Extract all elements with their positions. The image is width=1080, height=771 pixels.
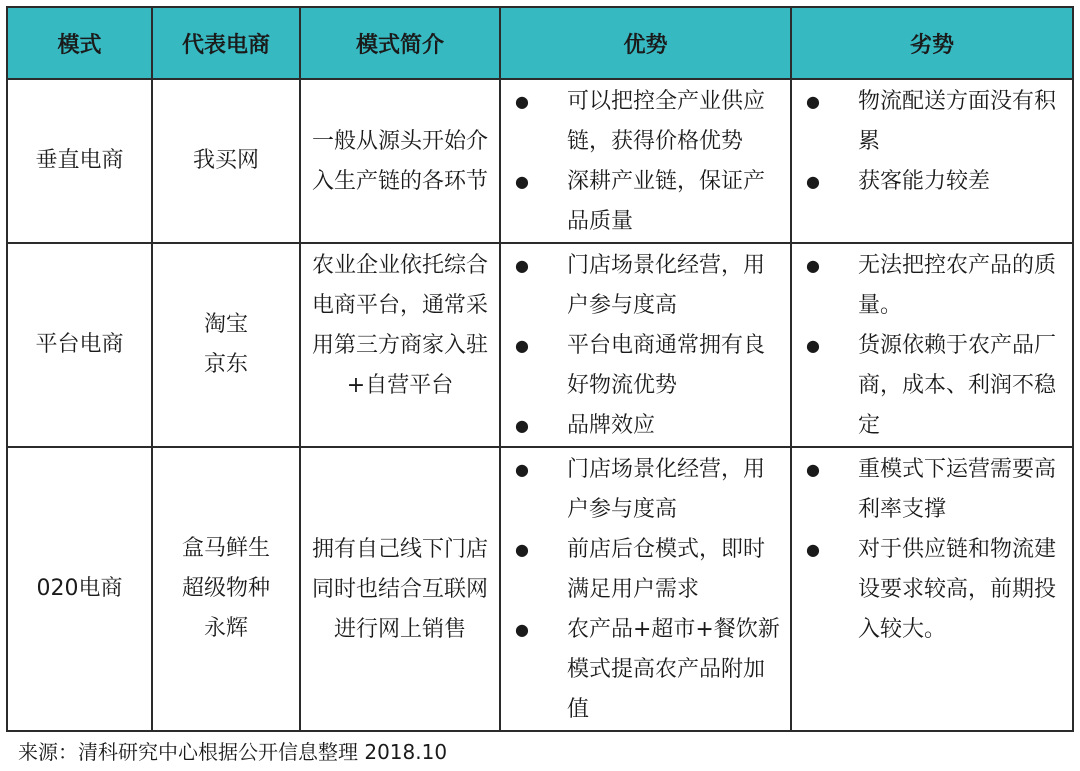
- examples-cell: [152, 79, 300, 243]
- header-intro: 模式简介: [300, 7, 500, 79]
- advantage-item: ● 深耕产业链，保证产品质量: [509, 162, 782, 242]
- advantage-item: ● 门店场景化经营，用户参与度高: [509, 450, 782, 530]
- advantage-item: ● 农产品+超市+餐饮新模式提高农产品附加值: [509, 610, 782, 730]
- disadvantage-item: ● 货源依赖于农产品厂商，成本、利润不稳定: [800, 326, 1064, 446]
- disadvantages-cell: [791, 447, 1073, 731]
- header-mode: 模式: [7, 7, 152, 79]
- intro-cell: 拥有自己线下门店同时也结合互联网进行网上销售: [300, 447, 500, 731]
- example-item: 超级物种: [181, 576, 270, 601]
- disadvantage-item: ● 无法把控农产品的质量。: [800, 246, 1064, 326]
- intro-cell: 农业企业依托综合电商平台，通常采用第三方商家入驻+自营平台: [300, 243, 500, 447]
- examples-cell: [152, 447, 300, 731]
- disadvantages-cell: [791, 79, 1073, 243]
- mode-cell: 020电商: [7, 447, 152, 731]
- disadvantage-item: ● 获客能力较差: [800, 162, 1064, 202]
- disadvantage-item: ● 对于供应链和物流建设要求较高，前期投入较大。: [800, 530, 1064, 650]
- disadvantages-cell: [791, 243, 1073, 447]
- header-disadvantages: 劣势: [791, 7, 1073, 79]
- mode-cell: 垂直电商: [7, 79, 152, 243]
- header-row: [7, 7, 1073, 79]
- example-item: 盒马鲜生: [181, 536, 270, 561]
- ecommerce-mode-table: [6, 6, 1074, 732]
- table-row: [7, 79, 1073, 243]
- advantage-item: ● 前店后仓模式，即时满足用户需求: [509, 530, 782, 610]
- table-row: [7, 447, 1073, 731]
- advantage-item: ● 门店场景化经营，用户参与度高: [509, 246, 782, 326]
- intro-cell: 一般从源头开始介入生产链的各环节: [300, 79, 500, 243]
- examples-cell: [152, 243, 300, 447]
- disadvantage-item: ● 物流配送方面没有积累: [800, 82, 1064, 162]
- example-item: 京东: [203, 352, 248, 377]
- table-row: [7, 243, 1073, 447]
- advantages-cell: [500, 79, 791, 243]
- source-note: 来源：清科研究中心根据公开信息整理 2018.10: [18, 740, 448, 764]
- example-item: 永辉: [203, 616, 248, 641]
- advantage-item: ● 平台电商通常拥有良好物流优势: [509, 326, 782, 406]
- header-examples: 代表电商: [152, 7, 300, 79]
- advantages-cell: [500, 243, 791, 447]
- mode-cell: 平台电商: [7, 243, 152, 447]
- advantage-item: ● 品牌效应: [509, 406, 782, 446]
- example-item: 淘宝: [203, 312, 248, 337]
- header-advantages: 优势: [500, 7, 791, 79]
- disadvantage-item: ● 重模式下运营需要高利率支撑: [800, 450, 1064, 530]
- example-item: 我买网: [192, 148, 259, 173]
- advantages-cell: [500, 447, 791, 731]
- advantage-item: ● 可以把控全产业供应链，获得价格优势: [509, 82, 782, 162]
